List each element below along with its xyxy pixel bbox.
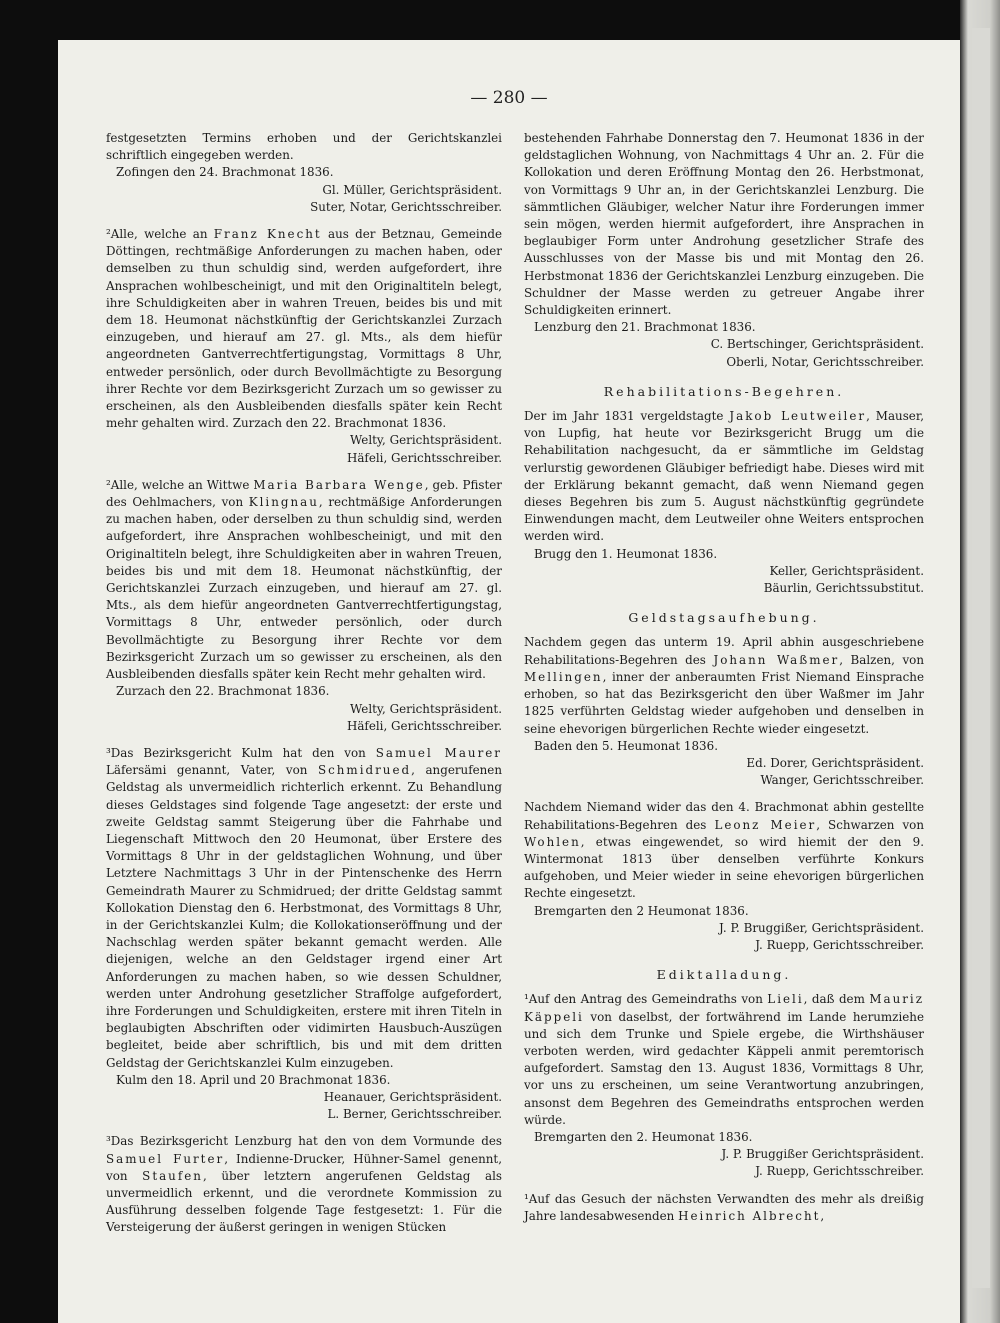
person-name: Leonz Meier [714,817,817,832]
notice-text [524,991,924,1129]
signature-clerk: Häfeli, Gerichtsschreiber. [346,450,502,465]
signature-clerk: L. Berner, Gerichtsschreiber. [327,1107,502,1122]
notice-date: Zurzach den 22. Brachmonat 1836. [116,684,330,699]
page-edge-strip [972,28,990,1288]
notice-text: bestehenden Fahrhabe Donnerstag den 7. Heumonat 1836 in der geldstaglichen Wohnung, von Nachmittags 4 Uhr an. 2. Für die Kollokation und deren Eröffnung Montag den 26. Herbstmonat, von Vormittags 9 Uhr an, in der Gerichtskanzlei Lenzburg. Die sämmtlichen Gläubiger, welcher Natur ihre Forderungen immer sein mögen, werden hiermit aufgefordert, ihre Ansprachen in beglaubiger Form unter Androhung gesetzlicher Strafe des Ausschlusses von der Masse bis und mit Montag den 26. Herbstmonat 1836 der Gerichtskanzlei Lenzburg einzugeben. Die Schuldner der Masse werden zu getreuer Angabe ihrer Schuldigkeiten erinnert. [524,131,924,318]
text-part: ¹Auf den Antrag des Gemeindraths von [524,992,768,1007]
notice-lenzburg-continued [524,130,924,371]
text-part: , Mauser, von Lupfig, hat heute vor Bezirksgericht Brugg um die Rehabilitation nachgesucht, da er sämmtliche im Geldstag verlurstig gewordenen Gläubiger befriedigt habe. Dieses wird mit der Erklärung bekannt gemacht, daß wenn Niemand gegen dieses Begehren bis zum 5. August nächstkünftig gegründete Einwendungen macht, dem Leutweiler ohne Weiters entsprochen werden wird. [524,409,924,544]
person-name: Maria Barbara Wenge [253,477,425,492]
notice-text [106,477,502,683]
section-heading-ediktalladung: Ediktalladung. [656,967,792,983]
notice-text [106,745,502,1072]
text-part: , über letztern angerufenen Geldstag als unvermeidlich erkennt, und die verordnete Kommission zu Ausführung desselben folgende Tage festgesetzt: 1. Für die Versteigerung der äußerst geringen in wenigen Stücken [106,1168,502,1235]
person-name: Jakob Leutweiler [729,409,867,424]
text-part: ²Alle, welche an [106,227,214,242]
text-part: , geb. Pfister des Oehlmachers, von [106,477,502,510]
text-part: , rechtmäßige Anforderungen zu machen haben, oder derselben zu thun schuldig sind, werden aufgefordert, ihre Ansprachen wohlbescheinigt, und mit den Originaltiteln belegt, ihre Schuldigkeiten aber in wahren Treuen, beides bis und mit dem 18. Heumonat nächstkünftig, der Gerichtskanzlei Zurzach einzugeben, und hierauf am 27. gl. Mts., als dem hiefür angeordneten Gantverrechtfertigungstag, Vormittags 8 Uhr, entweder persönlich, oder durch Bevollmächtigte zu Besorgung ihrer Rechte vor dem Bezirksgericht Zurzach um so gewisser zu erscheinen, als den Ausbleibenden diesfalls später kein Recht mehr gehalten wird. [106,495,503,682]
signature-president: Ed. Dorer, Gerichtspräsident. [746,755,924,770]
text-part: , inner der anberaumten Frist Niemand Einsprache erhoben, so hat das Bezirksgericht den über Waßmer im Jahr 1825 verführten Geldstag wieder aufgehoben und denselben in seine ehevorigen bürgerlichen Rechte wieder eingesetzt. [524,669,924,736]
notice-text [524,634,924,737]
notice-date: Zofingen den 24. Brachmonat 1836. [116,165,334,180]
text-part: Nachdem gegen das unterm 19. April abhin ausgeschriebene Rehabilitations-Begehren des [524,635,924,667]
section-heading-rehabilitation: Rehabilitations-Begehren. [603,383,845,399]
notice-text [106,226,502,432]
text-part: Nachdem Niemand wider das den 4. Brachmonat abhin gestellte Rehabilitations-Begehren des [524,800,924,832]
notice-date: Kulm den 18. April und 20 Brachmonat 1836. [116,1072,391,1087]
text-part: , Balzen, von [839,652,924,667]
text-part: , daß dem [803,992,870,1007]
signature-president: Keller, Gerichtspräsident. [769,563,924,578]
signature-clerk: J. Ruepp, Gerichtsschreiber. [755,1164,924,1179]
left-column [106,130,502,1247]
notice-maurer [106,745,502,1123]
text-part: , [820,1208,825,1223]
notice-date: Lenzburg den 21. Brachmonat 1836. [534,320,756,335]
place-name: Schmidrued [317,763,412,778]
signature-clerk: Wanger, Gerichtsschreiber. [760,773,924,788]
signature-president: J. P. Bruggißer Gerichtspräsident. [721,1147,924,1162]
text-part: , etwas eingewendet, so wird hiemit der den 9. Wintermonat 1813 über denselben verführte Konkurs aufgehoben, und Meier wieder in seine ehevorigen bürgerlichen Rechte eingesetzt. [524,834,924,901]
text-part: ³Das Bezirksgericht Lenzburg hat den von dem Vormunde des [106,1134,502,1149]
notice-text: festgesetzten Termins erhoben und der Gerichtskanzlei schriftlich eingegeben werden. [106,131,502,163]
notice-wenge [106,477,502,735]
notice-date: Bremgarten den 2 Heumonat 1836. [534,903,749,918]
signature-president: Welty, Gerichtspräsident. [350,701,502,716]
person-name: Samuel Furter [106,1151,225,1166]
notice-text [524,799,924,902]
signature-president: Welty, Gerichtspräsident. [350,433,502,448]
signature-president: J. P. Bruggißer, Gerichtspräsident. [719,920,924,935]
signature-clerk: Oberli, Notar, Gerichtsschreiber. [726,354,924,369]
place-name: Staufen [142,1168,203,1183]
text-part: , angerufenen Geldstag als unvermeidlich richterlich erkennt. Zu Behandlung dieses Geldstages sind folgende Tage angesetzt: der erste und zweite Geldstag sammt Steigerung über die Fahrhabe und Liegenschaft Mittwoch den 20 Heumonat, über Erstere des Vormittags 8 Uhr in der geldstaglichen Wohnung, und über Letztere Nachmittags 3 Uhr in der Pintenschenke des Herrn Gemeindrath Maurer zu Schmidrued; der dritte Geldstag sammt Kollokation Dienstag den 6. Herbstmonat, des Vormittags 8 Uhr, in der Gerichtskanzlei Kulm; die Kollokationseröffnung und der Nachschlag werden später bekannt gemacht werden. Alle diejenigen, welche an den Geldstager irgend einer Art Anforderungen zu machen haben, so wie dessen Schuldner, werden unter Androhung gesetzlicher Straffolge aufgefordert, ihre Forderungen und Schuldigkeiten, erstere mit ihren Titeln in beglaubigten Abschriften oder vidimirten Hausbuch-Auszügen begleitet, beide aber schriftlich, bis und mit dem dritten Geldstag der Gerichtskanzlei Kulm einzugeben. [106,763,502,1070]
notice-albrecht [524,1191,924,1225]
text-part: , Schwarzen von [816,817,925,832]
notice-wassmer [524,634,924,789]
text-part: ²Alle, welche an Wittwe [106,477,254,492]
signature-president: Heanauer, Gerichtspräsident. [323,1089,502,1104]
notice-knecht [106,226,502,467]
page-number: — 280 — [470,88,548,108]
text-part: von daselbst, der fortwährend im Lande herumziehe und sich dem Trunke und Spiele ergebe, die Wirthshäuser verboten werden, wird gedachter Käppeli anmit peremtorisch aufgefordert. Samstag den 13. August 1836, Vormittags 8 Uhr, vor uns zu erscheinen, um seine Verantwortung anzubringen, ansonst dem Begehren des Gemeindraths entsprochen werden würde. [524,1009,924,1127]
right-column [524,130,924,1235]
notice-text [524,408,924,546]
text-part: Läfersämi genannt, Vater, von [106,763,318,778]
person-name: Heinrich Albrecht [678,1208,821,1223]
notice-date: Brugg den 1. Heumonat 1836. [534,546,718,561]
scanned-page [58,40,960,1323]
notice-leutweiler [524,408,924,597]
signature-clerk: Suter, Notar, Gerichtsschreiber. [310,199,502,214]
place-name: Mellingen [524,669,603,684]
person-name: Samuel Maurer [375,745,502,760]
place-name: Wohlen [524,834,581,849]
text-part: ³Das Bezirksgericht Kulm hat den von [106,745,376,760]
signature-clerk: Bäurlin, Gerichtssubstitut. [763,581,924,596]
notice-furter [106,1133,502,1236]
page-edge [960,0,1000,1323]
text-part: ¹Auf das Gesuch der nächsten Verwandten des mehr als dreißig Jahre landesabwesenden [524,1191,924,1223]
signature-president: C. Bertschinger, Gerichtspräsident. [710,337,924,352]
person-name: Mauriz Käppeli [524,992,924,1024]
text-part: Der im Jahr 1831 vergeldstagte [524,409,730,424]
person-name: Johann Waßmer [713,652,840,667]
section-heading-geldstag: Geldstagsaufhebung. [628,610,820,626]
text-part: aus der Betznau, Gemeinde Döttingen, rechtmäßige Anforderungen zu machen haben, oder demselben zu thun schuldig sind, werden aufgefordert, ihre Ansprachen wohlbescheinigt, und mit den Originaltiteln belegt, ihre Schuldigkeiten aber in wahren Treuen, beides bis und mit dem 18. Heumonat nächstkünftig der Gerichtskanzlei Zurzach einzugeben, und hierauf am 27. gl. Mts., als dem hiefür angeordneten Gantverrechtfertigungstag, Vormittags 8 Uhr, entweder persönlich, oder durch Bevollmächtigte zu Besorgung ihrer Rechte vor dem Bezirksgericht Zurzach um so gewisser zu erscheinen, als den Ausbleibenden diesfalls später kein Recht mehr gehalten wird. Zurzach den 22. Brachmonat 1836. [106,227,503,431]
notice-date: Baden den 5. Heumonat 1836. [534,738,718,753]
notice-zofingen [106,130,502,216]
notice-text [106,1133,502,1236]
notice-kaeppeli [524,991,924,1180]
signature-president: Gl. Müller, Gerichtspräsident. [322,182,502,197]
place-name: Klingnau [248,495,319,510]
place-name: Lieli [767,992,804,1007]
signature-clerk: J. Ruepp, Gerichtsschreiber. [755,937,924,952]
person-name: Franz Knecht [213,227,322,242]
notice-date: Bremgarten den 2. Heumonat 1836. [534,1129,753,1144]
signature-clerk: Häfeli, Gerichtsschreiber. [346,718,502,733]
notice-meier [524,799,924,954]
text-part: , Indienne-Drucker, Hühner-Samel genennt, von [106,1151,502,1183]
notice-text [524,1191,924,1225]
